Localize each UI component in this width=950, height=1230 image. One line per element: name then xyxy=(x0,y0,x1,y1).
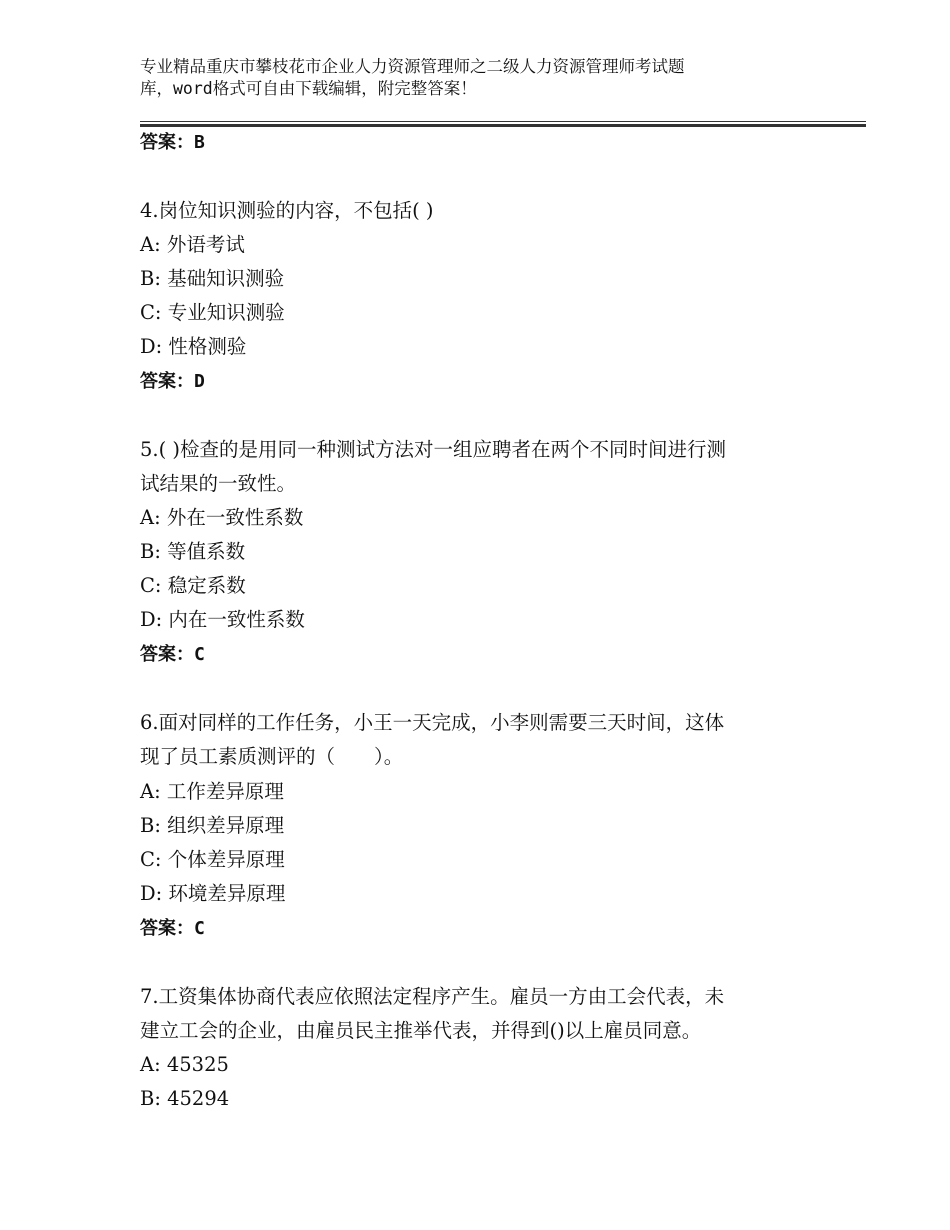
question-5-text xyxy=(140,433,820,501)
question-6-option-a: A: 工作差异原理 xyxy=(140,780,284,803)
question-6-option-c: C: 个体差异原理 xyxy=(140,848,285,871)
question-4-option-b: B: 基础知识测验 xyxy=(140,267,285,290)
question-5-option-c: C: 稳定系数 xyxy=(140,574,246,597)
question-4-option-a: A: 外语考试 xyxy=(140,233,245,256)
question-7-line-1: 7.工资集体协商代表应依照法定程序产生。雇员一方由工会代表，未 xyxy=(140,985,725,1008)
header-divider-thick xyxy=(140,124,866,127)
question-7-option-b: B: 45294 xyxy=(140,1087,230,1110)
question-5-option-a: A: 外在一致性系数 xyxy=(140,506,304,529)
question-6-text xyxy=(140,706,820,774)
header-divider-thin xyxy=(140,121,866,122)
question-6-option-b: B: 组织差异原理 xyxy=(140,814,285,837)
question-6-line-2: 现了员工素质测评的（ ）。 xyxy=(140,745,404,768)
question-7-line-2: 建立工会的企业，由雇员民主推举代表，并得到()以上雇员同意。 xyxy=(140,1019,702,1042)
question-5-option-b: B: 等值系数 xyxy=(140,540,246,563)
answer-previous: 答案：B xyxy=(140,132,205,153)
question-6-line-1: 6.面对同样的工作任务，小王一天完成，小李则需要三天时间，这体 xyxy=(140,711,725,734)
document-header xyxy=(140,56,800,100)
question-5-option-d: D: 内在一致性系数 xyxy=(140,608,305,631)
question-4-text xyxy=(140,194,820,228)
question-4-answer: 答案：D xyxy=(140,371,205,392)
question-6-answer: 答案：C xyxy=(140,918,205,939)
question-4-option-d: D: 性格测验 xyxy=(140,335,247,358)
question-5-line-1: 5.( )检查的是用同一种测试方法对一组应聘者在两个不同时间进行测 xyxy=(140,438,727,461)
question-5-answer: 答案：C xyxy=(140,644,205,665)
question-5-line-2: 试结果的一致性。 xyxy=(140,472,297,495)
question-7-option-a: A: 45325 xyxy=(140,1053,229,1076)
question-4-line-1: 4.岗位知识测验的内容，不包括( ) xyxy=(140,199,434,222)
question-4-option-c: C: 专业知识测验 xyxy=(140,301,285,324)
header-title-line-1: 专业精品重庆市攀枝花市企业人力资源管理师之二级人力资源管理师考试题 xyxy=(140,57,685,76)
question-7-text xyxy=(140,980,820,1048)
question-6-option-d: D: 环境差异原理 xyxy=(140,882,286,905)
header-title-line-2: 库，word格式可自由下载编辑，附完整答案！ xyxy=(140,79,477,98)
